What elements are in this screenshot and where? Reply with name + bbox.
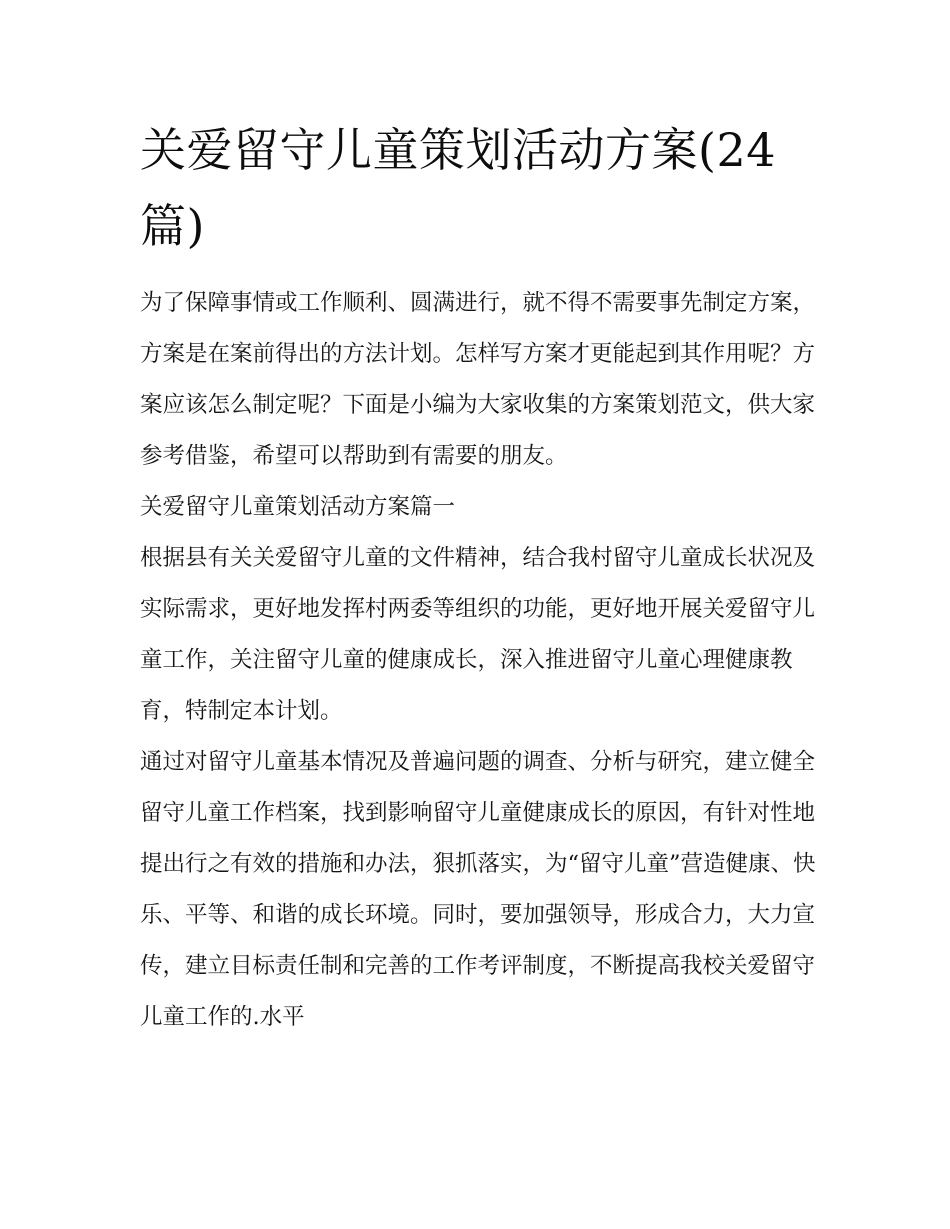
body-paragraph-2: 通过对留守儿童基本情况及普遍问题的调查、分析与研究，建立健全留守儿童工作档案，找到影响留守儿童健康成长的原因，有针对性地提出行之有效的措施和办法，狠抓落实，为“留守儿童”营造健康、快乐、平等、和谐的成长环境。同时，要加强领导，形成合力，大力宣传，建立目标责任制和完善的工作考评制度，不断提高我校关爱留守儿童工作的.水平 (140, 749, 816, 1030)
body-paragraph-1: 根据县有关关爱留守儿童的文件精神，结合我村留守儿童成长状况及实际需求，更好地发挥村两委等组织的功能，更好地开展关爱留守儿童工作，关注留守儿童的健康成长，深入推进留守儿童心理健康教育，特制定本计划。 (140, 545, 816, 724)
intro-paragraph: 为了保障事情或工作顺利、圆满进行，就不得不需要事先制定方案，方案是在案前得出的方法计划。怎样写方案才更能起到其作用呢？方案应该怎么制定呢？下面是小编为大家收集的方案策划范文，供大家参考借鉴，希望可以帮助到有需要的朋友。 (140, 290, 816, 469)
section-heading: 关爱留守儿童策划活动方案篇一 (140, 494, 456, 520)
document-title: 关爱留守儿童策划活动方案(24篇) (140, 123, 776, 253)
document-body (140, 112, 820, 1043)
